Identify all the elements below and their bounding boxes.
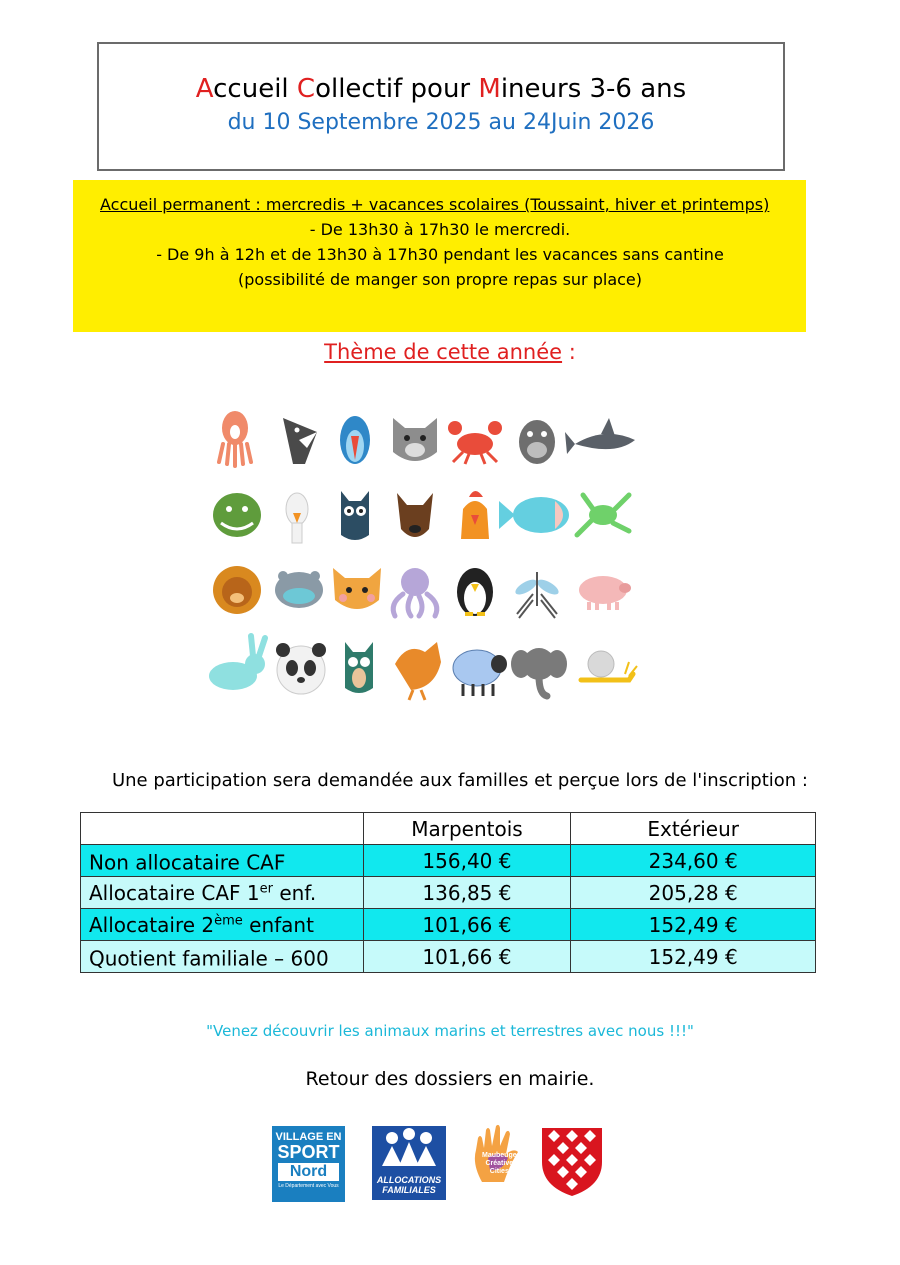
slogan: "Venez découvrir les animaux marins et terrestres avec nous !!!" (206, 1022, 694, 1040)
caf-logo: ALLOCATIONS FAMILIALES (372, 1126, 446, 1200)
cat-grey-icon (393, 418, 437, 461)
frog-icon (577, 495, 629, 535)
snake-icon (213, 493, 261, 537)
family-icon (372, 1126, 446, 1170)
hen-icon (395, 642, 441, 700)
cat-head-icon (333, 568, 381, 609)
row-label: Allocataire CAF 1er enf. (81, 877, 364, 909)
schedule-line: - De 9h à 12h et de 13h30 à 17h30 pendant les vacances sans cantine (156, 245, 724, 264)
shark-icon (565, 418, 635, 454)
title-part: ccueil (213, 74, 297, 104)
row-label: Allocataire 2ème enfant (81, 909, 364, 941)
lion-icon (213, 566, 261, 614)
page-title (99, 74, 783, 104)
octopus-icon (393, 568, 437, 616)
hippo-head-icon (275, 571, 323, 608)
schedule-box (73, 180, 806, 332)
rabbit-icon (209, 636, 265, 690)
table-header-row (81, 813, 816, 845)
maubeuge-creative-cities-logo: Maubeuge Créative Cities (468, 1124, 526, 1202)
table-row (81, 877, 816, 909)
price-exterieur: 205,28 € (571, 877, 816, 909)
price-exterieur: 234,60 € (571, 845, 816, 877)
title-box (97, 42, 785, 171)
rooster-icon (461, 491, 489, 539)
pig-icon (579, 576, 631, 610)
table-header-cell: Extérieur (571, 813, 816, 845)
schedule-line: - De 13h30 à 17h30 le mercredi. (309, 220, 571, 239)
mosquito-icon (513, 572, 561, 618)
table-row (81, 845, 816, 877)
title-part: ollectif pour (315, 74, 479, 104)
price-marpentois: 156,40 € (363, 845, 571, 877)
price-marpentois: 101,66 € (363, 941, 571, 973)
schedule-heading: Accueil permanent : mercredis + vacances scolaires (Toussaint, hiver et printemps) (100, 195, 770, 214)
table-row (81, 941, 816, 973)
owl-teal-icon (345, 642, 373, 693)
table-header-cell: Marpentois (363, 813, 571, 845)
village-en-sport-logo: VILLAGE EN SPORT Nord Le Département avec Vous (272, 1126, 345, 1202)
table-header-cell (81, 813, 364, 845)
participation-text: Une participation sera demandée aux familles et perçue lors de l'inscription : (111, 770, 809, 791)
panda-icon (276, 643, 326, 694)
date-range: du 10 Septembre 2025 au 24Juin 2026 (227, 110, 655, 135)
price-exterieur: 152,49 € (571, 941, 816, 973)
schedule-line: (possibilité de manger son propre repas sur place) (238, 270, 642, 289)
title-part: ineurs 3-6 ans (500, 74, 687, 104)
price-exterieur: 152,49 € (571, 909, 816, 941)
penguin-icon (457, 568, 493, 616)
table-row (81, 909, 816, 941)
price-marpentois: 136,85 € (363, 877, 571, 909)
row-label: Non allocataire CAF (81, 845, 364, 877)
title-part: C (296, 74, 316, 104)
sheep-icon (453, 650, 507, 696)
kangaroo-icon (397, 493, 433, 537)
title-part: A (195, 74, 214, 104)
swan-icon (286, 493, 308, 543)
theme-heading (0, 340, 900, 364)
theme-suffix: : (562, 340, 576, 364)
shark-fin-head-icon (283, 418, 317, 464)
squid-icon (219, 411, 251, 466)
return-notice: Retour des dossiers en mairie. (305, 1068, 595, 1090)
theme-label: Thème de cette année (324, 340, 563, 364)
owl-blue-icon (341, 491, 369, 540)
fish-icon (499, 497, 569, 533)
elephant-icon (511, 648, 567, 696)
price-marpentois: 101,66 € (363, 909, 571, 941)
crab-icon (448, 421, 502, 464)
coat-of-arms-shield-icon (540, 1126, 604, 1198)
title-part: M (478, 74, 501, 104)
hippo-icon (519, 420, 555, 464)
snail-icon (581, 651, 637, 680)
price-table (80, 812, 816, 973)
row-label: Quotient familiale – 600 (81, 941, 364, 973)
animal-illustrations (205, 400, 665, 710)
penguin-blue-icon (340, 416, 370, 464)
